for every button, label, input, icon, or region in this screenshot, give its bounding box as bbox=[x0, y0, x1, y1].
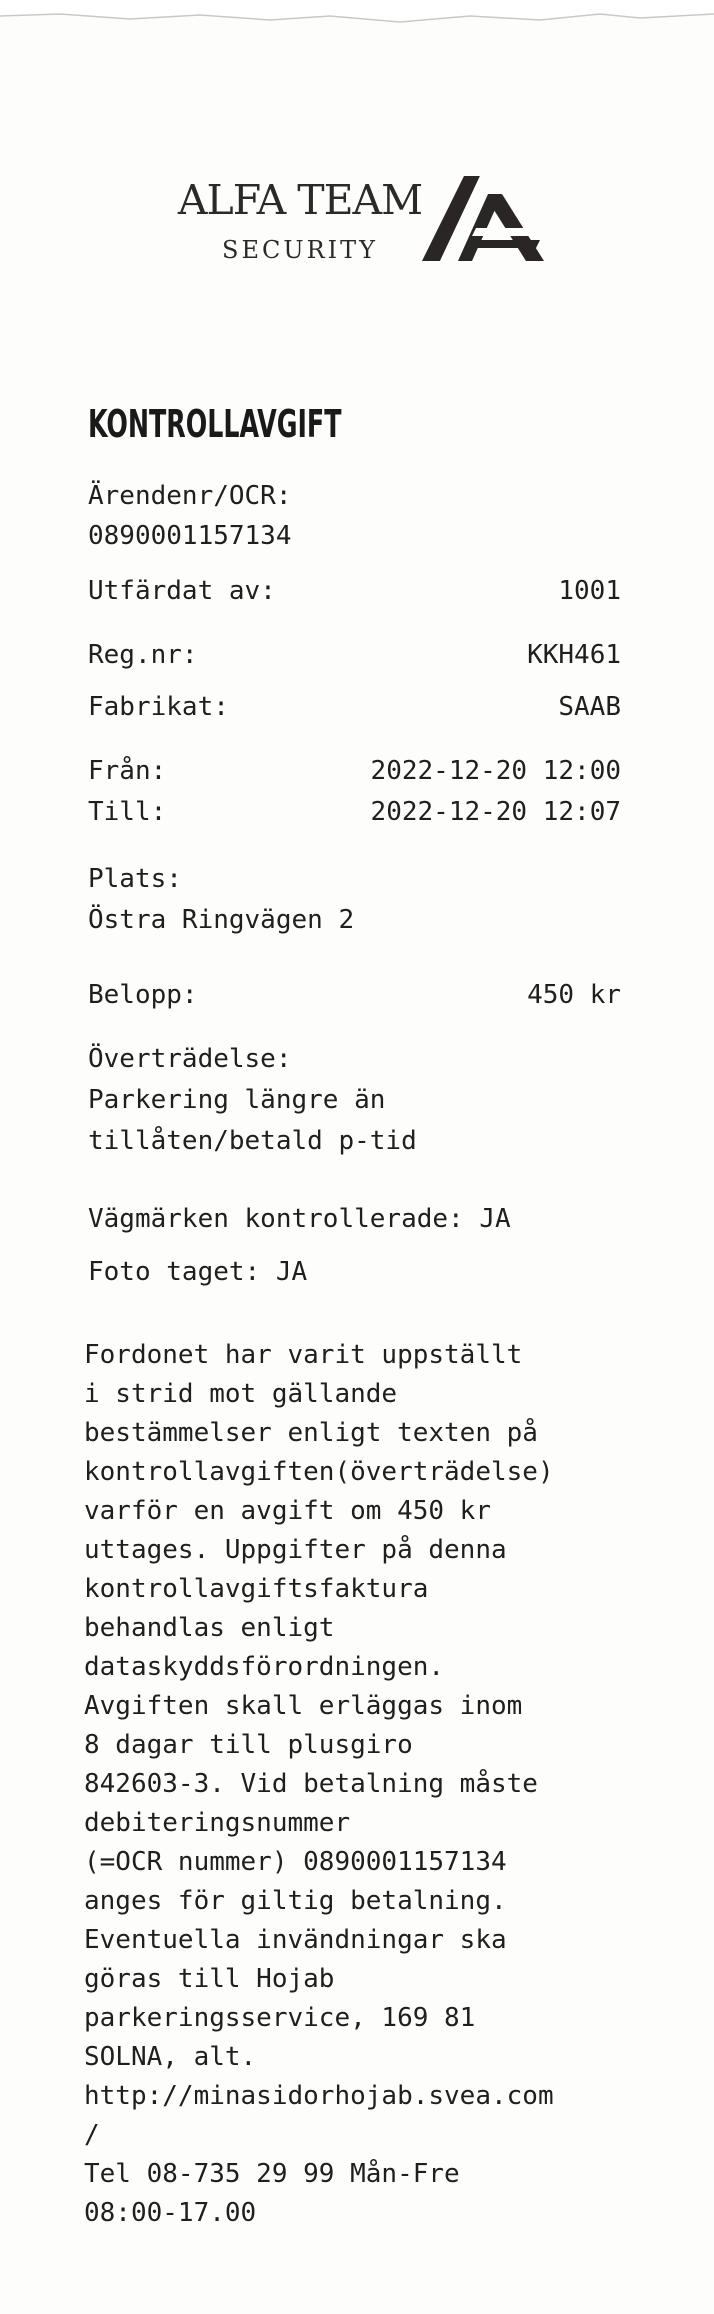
fran-label: Från: bbox=[88, 756, 167, 786]
regnr-value: KKH461 bbox=[527, 640, 621, 670]
overtradelse-line2: tillåten/betald p-tid bbox=[88, 1126, 417, 1156]
logo-mark-icon bbox=[422, 176, 547, 261]
logo-subtitle: SECURITY bbox=[222, 236, 378, 264]
torn-edge bbox=[0, 0, 714, 40]
arende-value: 0890001157134 bbox=[88, 521, 292, 551]
info-paragraph: Fordonet har varit uppställt i strid mot gällande bestämmelser enligt texten på kontrollavgiften(överträdelse) varför en avgift om 450 kr uttages. Uppgifter på denna kontrollavgiftsfaktura behandlas enligt dataskyddsförordningen. Avgiften skall erläggas inom 8 dagar till plusgiro 842603-3. Vid betalning måste debiteringsnummer (=OCR nummer) 0890001157134 anges för giltig betalning. Eventuella invändningar ska göras till Hojab parkeringsservice, 169 81 SOLNA, alt. http://minasidorhojab.svea.com / Tel 08-735 29 99 Mån-Fre 08:00-17.00 bbox=[84, 1340, 554, 2228]
belopp-value: 450 kr bbox=[527, 980, 621, 1010]
belopp-label: Belopp: bbox=[88, 980, 198, 1010]
utfardat-row bbox=[88, 574, 621, 608]
plats-value: Östra Ringvägen 2 bbox=[88, 905, 355, 935]
till-row bbox=[88, 795, 621, 829]
arende-label: Ärendenr/OCR: bbox=[88, 481, 292, 511]
foto-line: Foto taget: JA bbox=[88, 1257, 308, 1287]
till-label: Till: bbox=[88, 797, 167, 827]
fran-value: 2022-12-20 12:00 bbox=[370, 756, 621, 786]
fabrikat-row bbox=[88, 690, 621, 724]
overtradelse-line1: Parkering längre än bbox=[88, 1085, 386, 1115]
fabrikat-label: Fabrikat: bbox=[88, 692, 229, 722]
page-title: KONTROLLAVGIFT bbox=[88, 402, 342, 446]
utfardat-label: Utfärdat av: bbox=[88, 576, 276, 606]
logo-name: ALFA TEAM bbox=[177, 176, 423, 224]
belopp-row bbox=[88, 978, 621, 1012]
regnr-row bbox=[88, 638, 621, 672]
till-value: 2022-12-20 12:07 bbox=[370, 797, 621, 827]
fran-row bbox=[88, 754, 621, 788]
utfardat-value: 1001 bbox=[558, 576, 621, 606]
plats-label: Plats: bbox=[88, 864, 182, 894]
fabrikat-value: SAAB bbox=[558, 692, 621, 722]
regnr-label: Reg.nr: bbox=[88, 640, 198, 670]
vagmarken-line: Vägmärken kontrollerade: JA bbox=[88, 1204, 511, 1234]
company-logo bbox=[170, 170, 550, 280]
overtradelse-label: Överträdelse: bbox=[88, 1044, 292, 1074]
